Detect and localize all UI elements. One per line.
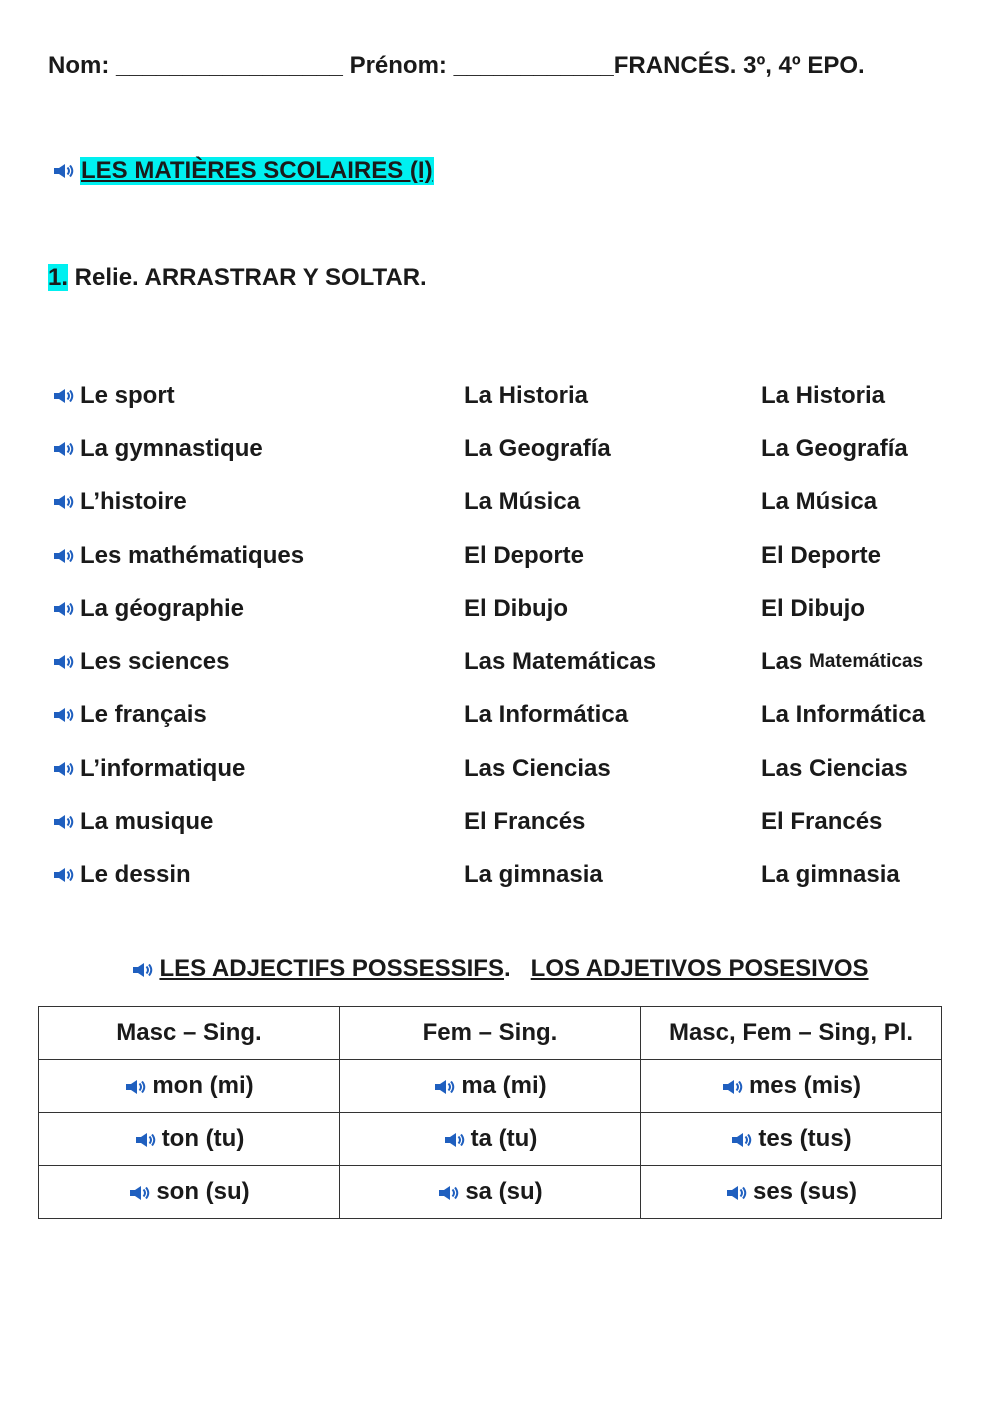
table-header: Masc – Sing. bbox=[39, 1007, 340, 1060]
exercise-text: Relie. ARRASTRAR Y SOLTAR. bbox=[68, 264, 427, 291]
drag-item[interactable]: La Historia bbox=[464, 381, 589, 409]
drag-item[interactable]: La gimnasia bbox=[464, 861, 603, 889]
speaker-icon[interactable] bbox=[52, 813, 76, 831]
speaker-icon[interactable] bbox=[725, 1184, 749, 1202]
table-cell: ma (mi) bbox=[340, 1060, 641, 1113]
drop-target[interactable]: Las Ciencias bbox=[761, 754, 908, 782]
french-item: La gymnastique bbox=[52, 422, 304, 475]
table-row bbox=[39, 1113, 942, 1166]
speaker-icon[interactable] bbox=[52, 706, 76, 724]
drop-target[interactable]: La Música bbox=[761, 488, 878, 516]
french-item: Les sciences bbox=[52, 635, 304, 688]
drop-target[interactable]: El Francés bbox=[761, 808, 883, 836]
speaker-icon[interactable] bbox=[124, 1078, 148, 1096]
drag-item[interactable]: Las Matemáticas bbox=[464, 648, 657, 676]
speaker-icon[interactable] bbox=[52, 866, 76, 884]
french-item: L’informatique bbox=[52, 742, 304, 795]
drag-item[interactable]: El Dibujo bbox=[464, 594, 568, 622]
french-item: L’histoire bbox=[52, 476, 304, 529]
section-title bbox=[52, 157, 434, 185]
french-item: Les mathématiques bbox=[52, 529, 304, 582]
speaker-icon[interactable] bbox=[52, 440, 76, 458]
drop-target-article: Las bbox=[761, 648, 803, 676]
drop-target[interactable]: La Historia bbox=[761, 381, 886, 409]
header-line: Nom: _________________ Prénom: ____________FRANCÉS. 3º, 4º EPO. bbox=[48, 52, 865, 79]
exercise-number: 1. bbox=[48, 264, 69, 291]
speaker-icon[interactable] bbox=[131, 961, 155, 979]
speaker-icon[interactable] bbox=[437, 1184, 461, 1202]
drag-item[interactable]: El Francés bbox=[464, 808, 586, 836]
table-header-row bbox=[39, 1007, 942, 1060]
speaker-icon[interactable] bbox=[134, 1131, 158, 1149]
table-cell: son (su) bbox=[39, 1166, 340, 1219]
table-header: Masc, Fem – Sing, Pl. bbox=[641, 1007, 942, 1060]
drop-target[interactable]: El Dibujo bbox=[761, 594, 865, 622]
table-cell: tes (tus) bbox=[641, 1113, 942, 1166]
speaker-icon[interactable] bbox=[52, 653, 76, 671]
drop-target[interactable]: La gimnasia bbox=[761, 861, 900, 889]
drag-item[interactable]: La Informática bbox=[464, 701, 629, 729]
table-header: Fem – Sing. bbox=[340, 1007, 641, 1060]
drop-target[interactable]: La Informática bbox=[761, 701, 926, 729]
speaker-icon[interactable] bbox=[433, 1078, 457, 1096]
drop-target[interactable]: El Deporte bbox=[761, 541, 882, 569]
table-cell: sa (su) bbox=[340, 1166, 641, 1219]
section-title-text: LES MATIÈRES SCOLAIRES (I) bbox=[81, 157, 433, 184]
table-cell: ses (sus) bbox=[641, 1166, 942, 1219]
french-item: Le dessin bbox=[52, 849, 304, 902]
speaker-icon[interactable] bbox=[52, 387, 76, 405]
french-item: La musique bbox=[52, 795, 304, 848]
drag-item[interactable]: Las Ciencias bbox=[464, 754, 611, 782]
possessives-table bbox=[38, 1006, 942, 1219]
speaker-icon[interactable] bbox=[52, 547, 76, 565]
drop-target[interactable] bbox=[761, 635, 925, 688]
table-row bbox=[39, 1166, 942, 1219]
drag-item[interactable]: El Deporte bbox=[464, 541, 585, 569]
table-cell: ta (tu) bbox=[340, 1113, 641, 1166]
spanish-drop-column bbox=[761, 369, 925, 902]
speaker-icon[interactable] bbox=[52, 760, 76, 778]
speaker-icon[interactable] bbox=[443, 1131, 467, 1149]
french-column bbox=[52, 369, 304, 902]
table-row bbox=[39, 1060, 942, 1113]
speaker-icon[interactable] bbox=[52, 600, 76, 618]
speaker-icon[interactable] bbox=[52, 493, 76, 511]
speaker-icon[interactable] bbox=[730, 1131, 754, 1149]
possessives-title: LES ADJECTIFS POSSESSIFS. LOS ADJETIVOS POSESIVOS bbox=[0, 955, 1000, 983]
drag-item[interactable]: La Geografía bbox=[464, 434, 611, 462]
exercise-instruction bbox=[48, 264, 427, 292]
spanish-drag-column bbox=[464, 369, 656, 902]
french-item: La géographie bbox=[52, 582, 304, 635]
speaker-icon[interactable] bbox=[128, 1184, 152, 1202]
table-cell: ton (tu) bbox=[39, 1113, 340, 1166]
drop-target[interactable]: La Geografía bbox=[761, 434, 908, 462]
table-cell: mes (mis) bbox=[641, 1060, 942, 1113]
french-item: Le sport bbox=[52, 369, 304, 422]
drag-item[interactable]: La Música bbox=[464, 488, 581, 516]
speaker-icon[interactable] bbox=[721, 1078, 745, 1096]
speaker-icon[interactable] bbox=[52, 162, 76, 180]
french-item: Le français bbox=[52, 689, 304, 742]
table-cell: mon (mi) bbox=[39, 1060, 340, 1113]
drop-target-noun: Matemáticas bbox=[809, 651, 924, 673]
